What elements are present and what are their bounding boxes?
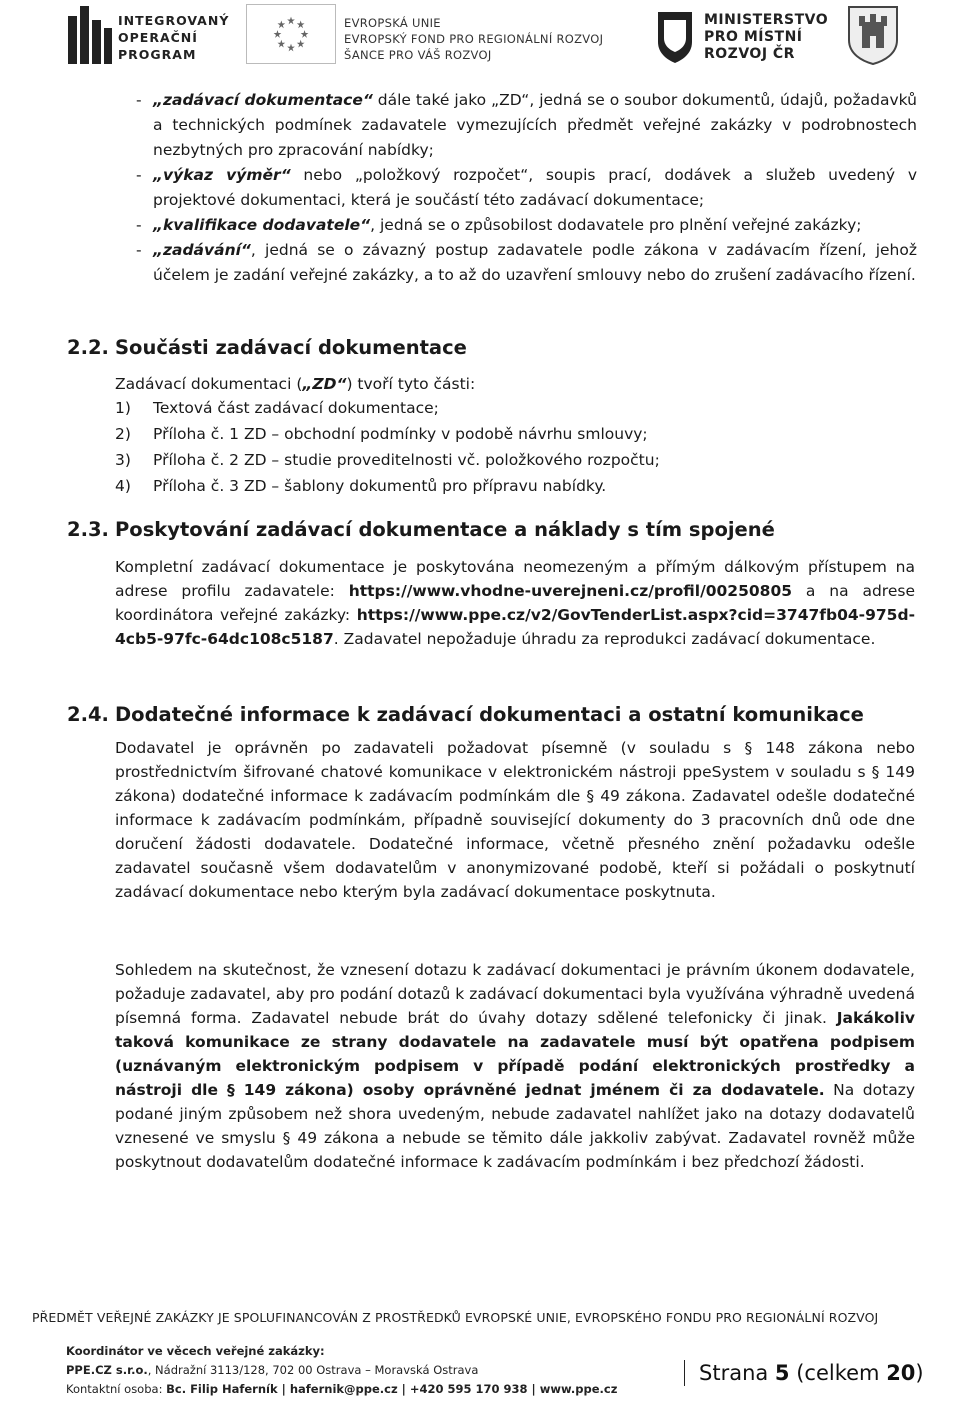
definition-list — [67, 88, 917, 288]
ministry-logo-text: MINISTERSTVO PRO MÍSTNÍ ROZVOJ ČR — [704, 12, 829, 62]
list-item: 2) Příloha č. 1 ZD – obchodní podmínky v podobě návrhu smlouvy; — [115, 425, 648, 443]
section-heading-2-3: 2.3. Poskytování zadávací dokumentace a náklady s tím spojené — [67, 518, 775, 541]
section-2-3-text: Kompletní zadávací dokumentace je poskytována neomezeným a přímým dálkovým přístupem na adrese profilu zadavatele: https://www.vhodne-uverejneni.cz/profil/00250805 a na adrese koordinátora veřejné zakázky: https://www.ppe.cz/v2/GovTenderList.aspx?cid=3747fb04-975d-4cb5-97fc-64dc108c5187. Zadavatel nepožaduje úhradu za reprodukci zadávací dokumentace. — [115, 558, 915, 648]
section-heading-2-2: 2.2. Součásti zadávací dokumentace — [67, 336, 467, 359]
zd-parts-list — [115, 395, 660, 499]
city-crest-icon — [846, 4, 900, 66]
coordinator-info: Koordinátor ve věcech veřejné zakázky: PPE.CZ s.r.o., Nádražní 3113/128, 702 00 Ostrava – Moravská Ostrava Kontaktní osoba: Bc. Filip Haferník | hafernik@ppe.cz | +420 595 170 938 | www.ppe.cz — [66, 1344, 618, 1396]
document-body — [67, 88, 917, 1171]
profile-link[interactable]: https://www.vhodne-uverejneni.cz/profil/00250805 — [348, 582, 793, 600]
list-item: 3) Příloha č. 2 ZD – studie proveditelnosti vč. položkového rozpočtu; — [115, 451, 660, 469]
section-heading-2-4: 2.4. Dodatečné informace k zadávací dokumentaci a ostatní komunikace — [67, 703, 864, 726]
iop-logo-text: INTEGROVANÝ OPERAČNÍ PROGRAM — [118, 13, 230, 62]
iop-emblem-icon — [68, 6, 112, 64]
page-footer — [32, 1310, 932, 1396]
ministry-emblem-icon — [656, 8, 694, 64]
list-item: 1) Textová část zadávací dokumentace; — [115, 399, 439, 417]
funding-notice: PŘEDMĚT VEŘEJNÉ ZAKÁZKY JE SPOLUFINANCOVÁN Z PROSTŘEDKŮ EVROPSKÉ UNIE, EVROPSKÉHO FONDU PRO REGIONÁLNÍ ROZVOJ — [32, 1310, 879, 1325]
definition-item: - „zadávání“, jedná se o závazný postup zadavatele podle zákona v zadávacím řízení, jehož účelem je zadání veřejné zakázky, a to až do uzavření smlouvy nebo do zrušení zadávacího řízení. — [136, 241, 917, 284]
section-2-2-intro: Zadávací dokumentaci („ZD“) tvoří tyto části: — [115, 375, 476, 393]
definition-item: - „kvalifikace dodavatele“, jedná se o způsobilost dodavatele pro plnění veřejné zakázky; — [136, 216, 862, 234]
definition-item: - „výkaz výměr“ nebo „položkový rozpočet“, soupis prací, dodávek a služeb uvedený v projektové dokumentaci, která je součástí této zadávací dokumentace; — [136, 166, 917, 209]
section-2-4-paragraph-1: Dodavatel je oprávněn po zadavateli požadovat písemně (v souladu s § 148 zákona nebo prostřednictvím šifrované chatové komunikace v elektronickém nástroji ppeSystem v souladu s § 149 zákona) dodatečné informace k zadávacím podmínkám dle § 49 zákona. Zadavatel odešle dodatečné informace k zadávacím podmínkám, případně související dokumenty do 3 pracovních dnů ode dne doručení žádosti dodavatele. Dodatečné informace, včetně přesného znění požadavku odešle zadavatel současně všem dodavatelům v anonymizované podobě, kteří si požádali o poskytnutí zadávací dokumentace nebo kterým byla zadávací dokumentace poskytnuta. — [115, 739, 915, 901]
section-2-4-paragraph-2: Sohledem na skutečnost, že vznesení dotazu k zadávací dokumentaci je právním úkonem dodavatele, požaduje zadavatel, aby pro podání dotazů k zadávací dokumentaci byla využívána výhradně uvedená písemná forma. Zadavatel nebude brát do úvahy dotazy sdělené telefonicky či jinak. Jakákoliv taková komunikace ze strany dodavatele na zadavatele musí být opatřena podpisem (uznávaným elektronickým podpisem v případě podání elektronických prostředky a nástroji dle § 149 zákona) osoby oprávněné jednat jménem či za dodavatele. Na dotazy podané jiným způsobem než shora uvedeným, nebude zadavatel nahlížet jako na dotazy dodavatelů vznesené ve smyslu § 49 zákona a nebude se těmito dále jakkoliv zabývat. Zadavatel rovněž může poskytnout dodavatelům dodatečné informace k zadávacím podmínkám i bez předchozí žádosti. — [115, 961, 916, 1171]
iop-logo — [68, 6, 238, 66]
eu-flag-icon — [246, 4, 336, 64]
list-item: 4) Příloha č. 3 ZD – šablony dokumentů pro přípravu nabídky. — [115, 477, 607, 495]
definition-item: - „zadávací dokumentace“ dále také jako „ZD“, jedná se o soubor dokumentů, údajů, požadavků a technických podmínek zadavatele vymezujících předmět veřejné zakázky v podrobnostech nezbytných pro zpracování nabídky; — [136, 91, 917, 159]
page-header — [0, 0, 960, 72]
tender-list-link[interactable]: https://www.ppe.cz/v2/GovTenderList.aspx?cid=3747fb04-975d-4cb5-97fc-64dc108c5187 — [115, 606, 915, 648]
page-number: Strana 5 (celkem 20) — [684, 1360, 924, 1386]
eu-logo-text: EVROPSKÁ UNIE EVROPSKÝ FOND PRO REGIONÁLNÍ ROZVOJ ŠANCE PRO VÁŠ ROZVOJ — [344, 16, 604, 62]
